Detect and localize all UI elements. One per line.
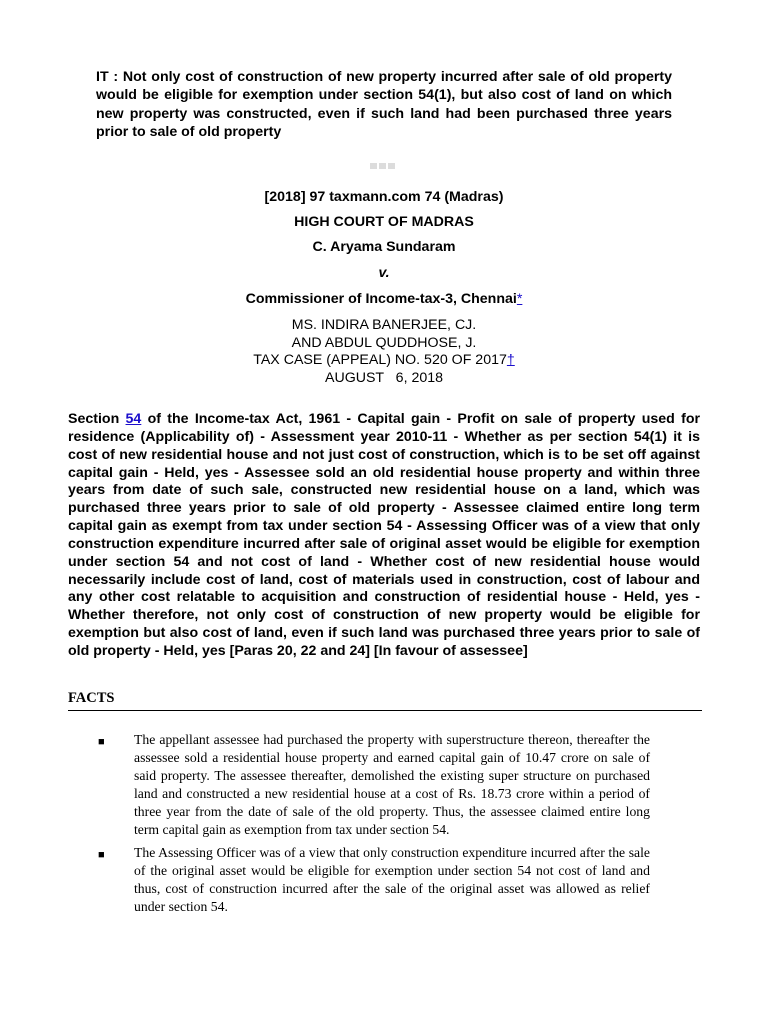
citation-reference: [2018] 97 taxmann.com 74 (Madras) — [264, 189, 504, 205]
respondent-name: Commissioner of Income-tax-3, Chennai — [245, 291, 517, 307]
facts-list — [98, 731, 650, 920]
facts-heading: FACTS — [68, 690, 702, 711]
section-54-link[interactable]: 54 — [125, 411, 142, 427]
judge-1: MS. INDIRA BANERJEE, CJ. — [291, 317, 477, 333]
summary-body: of the Income-tax Act, 1961 - Capital gain - Profit on sale of property used for residence (Applicability of) - Assessment year 2010-11 - Whether as per section 54(1) it is cost of new residential house and not just cost of construction, which is to be set off against capital gain - Held, yes - Assessee sold an old residential house property and within three years from date of such sale, constructed new residential house on a land, which was purchased three years prior to sale of old property - Assessee claimed entire long term capital gain as exempt from tax under section 54 - Assessing Officer was of a view that only construction expenditure incurred after sale of original asset would be eligible for exemption under section 54 and not cost of land - Whether cost of new residential house would necessarily include cost of land, cost of materials used in construction, cost of labour and any other cost relatable to acquisition and construction of residential house - Held, yes - Whether therefore, not only cost of construction of new property would be eligible for exemption but also cost of land, even if such land was purchased three years prior to sale of old property - Held, yes [Paras 20, 22 and 24] [In favour of assessee] — [68, 411, 701, 659]
fact-text: The appellant assessee had purchased the property with superstructure thereon, thereafter the assessee sold a residential house property and earned capital gain of 10.47 crore on sale of said property. The assessee thereafter, demolished the existing super structure on purchased land and constructed a new residential house at a cost of Rs. 18.73 crore within a period of three year from the date of sale of the old property. Thus, the assessee claimed entire long term capital gain as exemption from tax under section 54. — [134, 732, 650, 838]
headnote: IT : Not only cost of construction of new property incurred after sale of old property would be eligible for exemption under section 54(1), but also cost of land on which new property was constructed, even if such land had been purchased three years prior to sale of old property — [96, 69, 672, 141]
list-item — [98, 731, 650, 840]
separator-block — [370, 163, 377, 169]
versus: v. — [378, 265, 390, 281]
judge-2: AND ABDUL QUDDHOSE, J. — [291, 334, 477, 351]
court-name: HIGH COURT OF MADRAS — [294, 214, 474, 230]
respondent-line — [0, 291, 768, 307]
summary-prefix: Section — [68, 411, 126, 427]
case-number: TAX CASE (APPEAL) NO. 520 OF 2017 — [253, 352, 507, 368]
bullet-square-icon: ■ — [98, 736, 105, 748]
bullet-square-icon: ■ — [98, 848, 105, 861]
case-summary — [68, 411, 700, 661]
list-item — [98, 844, 650, 916]
case-number-line — [0, 352, 768, 370]
case-number-footnote-link[interactable]: † — [506, 352, 515, 368]
respondent-footnote-link[interactable]: * — [516, 291, 523, 307]
separator-ornament — [370, 163, 395, 169]
judgment-date: AUGUST 6, 2018 — [324, 369, 444, 386]
separator-block — [388, 163, 395, 169]
appellant-name: C. Aryama Sundaram — [312, 239, 456, 255]
bench-details — [0, 317, 768, 387]
separator-block — [379, 163, 386, 169]
fact-text: The Assessing Officer was of a view that only construction expenditure incurred after the sale of the original asset would be eligible for exemption under section 54 not cost of land and thus, cost of construction incurred after the sale of the original asset was allowed as relief under section 54. — [134, 844, 650, 914]
